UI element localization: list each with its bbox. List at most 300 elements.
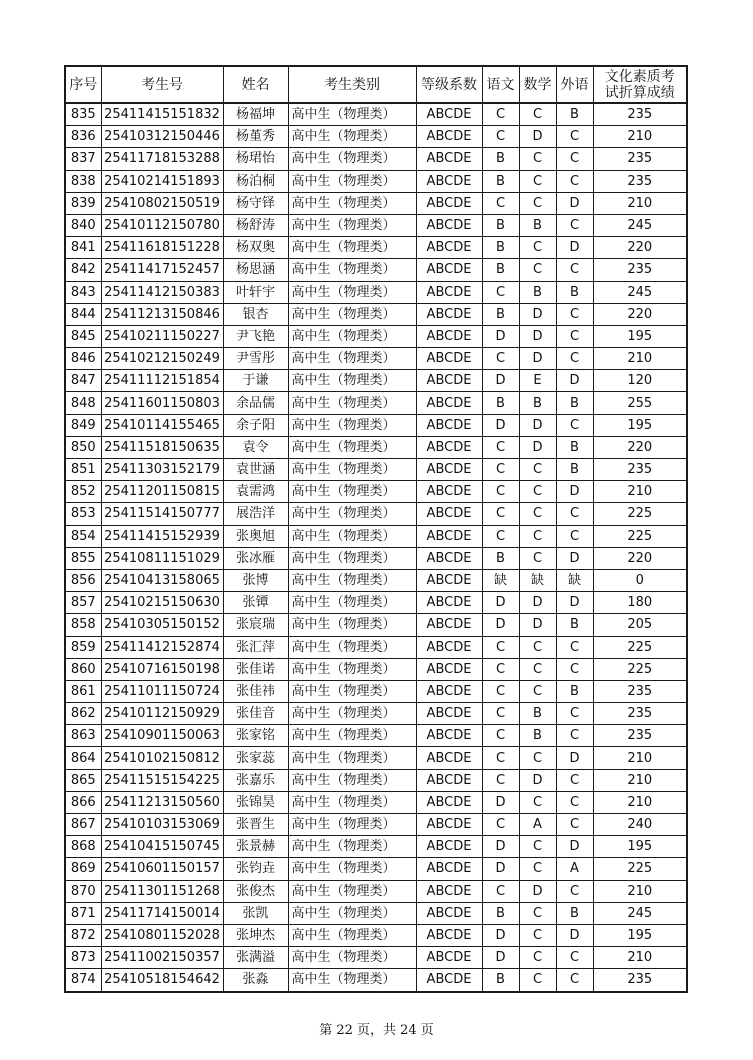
cell-math: D (519, 614, 556, 636)
cell-score: 245 (593, 214, 687, 236)
cell-math: 缺 (519, 569, 556, 591)
table-row (65, 370, 687, 392)
cell-seq: 847 (65, 370, 101, 392)
cell-seq: 845 (65, 325, 101, 347)
cell-chinese: B (482, 259, 519, 281)
cell-seq: 859 (65, 636, 101, 658)
cell-name: 杨福坤 (223, 103, 288, 126)
table-row (65, 658, 687, 680)
cell-name: 杨堇秀 (223, 126, 288, 148)
cell-category: 高中生（物理类） (288, 148, 416, 170)
cell-seq: 855 (65, 547, 101, 569)
cell-foreign: B (556, 103, 593, 126)
cell-seq: 863 (65, 725, 101, 747)
cell-exam-no: 25411601150803 (101, 392, 223, 414)
cell-foreign: B (556, 902, 593, 924)
page-number-text: 第 22 页，共 24 页 (319, 1023, 434, 1038)
cell-grade-factor: ABCDE (416, 703, 482, 725)
cell-exam-no: 25411714150014 (101, 902, 223, 924)
cell-foreign: D (556, 836, 593, 858)
cell-grade-factor: ABCDE (416, 237, 482, 259)
cell-exam-no: 25411201150815 (101, 481, 223, 503)
cell-grade-factor: ABCDE (416, 170, 482, 192)
cell-exam-no: 25410518154642 (101, 969, 223, 992)
cell-score: 180 (593, 592, 687, 614)
cell-score: 210 (593, 747, 687, 769)
table-row (65, 459, 687, 481)
cell-score: 195 (593, 924, 687, 946)
cell-name: 张博 (223, 569, 288, 591)
cell-chinese: B (482, 214, 519, 236)
cell-foreign: C (556, 503, 593, 525)
cell-chinese: B (482, 392, 519, 414)
cell-category: 高中生（物理类） (288, 459, 416, 481)
cell-chinese: B (482, 969, 519, 992)
cell-score: 235 (593, 725, 687, 747)
cell-foreign: D (556, 592, 593, 614)
cell-score: 235 (593, 969, 687, 992)
cell-name: 张家蕊 (223, 747, 288, 769)
cell-exam-no: 25410901150063 (101, 725, 223, 747)
cell-name: 张钧垚 (223, 858, 288, 880)
cell-grade-factor: ABCDE (416, 214, 482, 236)
cell-foreign: C (556, 303, 593, 325)
cell-seq: 861 (65, 680, 101, 702)
cell-exam-no: 25411412150383 (101, 281, 223, 303)
cell-math: C (519, 658, 556, 680)
cell-score: 220 (593, 547, 687, 569)
cell-category: 高中生（物理类） (288, 547, 416, 569)
cell-foreign: B (556, 614, 593, 636)
cell-exam-no: 25410114155465 (101, 414, 223, 436)
cell-category: 高中生（物理类） (288, 902, 416, 924)
cell-name: 张汇萍 (223, 636, 288, 658)
cell-category: 高中生（物理类） (288, 170, 416, 192)
cell-score: 220 (593, 237, 687, 259)
cell-seq: 871 (65, 902, 101, 924)
cell-seq: 865 (65, 769, 101, 791)
cell-name: 张满溢 (223, 947, 288, 969)
cell-foreign: D (556, 481, 593, 503)
cell-chinese: C (482, 459, 519, 481)
cell-grade-factor: ABCDE (416, 303, 482, 325)
cell-foreign: C (556, 148, 593, 170)
cell-foreign: C (556, 725, 593, 747)
cell-foreign: C (556, 703, 593, 725)
cell-score: 220 (593, 436, 687, 458)
cell-category: 高中生（物理类） (288, 725, 416, 747)
cell-seq: 874 (65, 969, 101, 992)
cell-math: D (519, 436, 556, 458)
cell-foreign: C (556, 658, 593, 680)
cell-math: B (519, 392, 556, 414)
cell-name: 袁令 (223, 436, 288, 458)
cell-math: D (519, 592, 556, 614)
table-row (65, 192, 687, 214)
cell-foreign: C (556, 814, 593, 836)
cell-score: 210 (593, 880, 687, 902)
cell-grade-factor: ABCDE (416, 614, 482, 636)
table-row (65, 725, 687, 747)
cell-name: 张冰雁 (223, 547, 288, 569)
cell-category: 高中生（物理类） (288, 525, 416, 547)
cell-seq: 867 (65, 814, 101, 836)
cell-name: 余子阳 (223, 414, 288, 436)
table-row (65, 614, 687, 636)
cell-category: 高中生（物理类） (288, 791, 416, 813)
cell-exam-no: 25410716150198 (101, 658, 223, 680)
cell-math: C (519, 636, 556, 658)
cell-seq: 868 (65, 836, 101, 858)
cell-score: 210 (593, 769, 687, 791)
cell-grade-factor: ABCDE (416, 126, 482, 148)
cell-name: 张俊杰 (223, 880, 288, 902)
header-exam-no: 考生号 (101, 66, 223, 103)
cell-category: 高中生（物理类） (288, 348, 416, 370)
cell-exam-no: 25410112150780 (101, 214, 223, 236)
cell-seq: 869 (65, 858, 101, 880)
cell-seq: 849 (65, 414, 101, 436)
header-category: 考生类别 (288, 66, 416, 103)
cell-foreign: D (556, 237, 593, 259)
cell-grade-factor: ABCDE (416, 392, 482, 414)
cell-grade-factor: ABCDE (416, 481, 482, 503)
cell-name: 张镡 (223, 592, 288, 614)
cell-score: 120 (593, 370, 687, 392)
cell-score: 225 (593, 503, 687, 525)
cell-exam-no: 25411415151832 (101, 103, 223, 126)
cell-foreign: D (556, 924, 593, 946)
cell-seq: 844 (65, 303, 101, 325)
table-row (65, 126, 687, 148)
cell-math: C (519, 503, 556, 525)
cell-name: 张奥旭 (223, 525, 288, 547)
cell-score: 0 (593, 569, 687, 591)
table-row (65, 481, 687, 503)
cell-exam-no: 25410102150812 (101, 747, 223, 769)
cell-chinese: C (482, 703, 519, 725)
cell-score: 235 (593, 259, 687, 281)
table-row (65, 924, 687, 946)
cell-score: 195 (593, 325, 687, 347)
cell-name: 展浩洋 (223, 503, 288, 525)
cell-grade-factor: ABCDE (416, 902, 482, 924)
cell-foreign: B (556, 680, 593, 702)
cell-foreign: C (556, 947, 593, 969)
cell-category: 高中生（物理类） (288, 281, 416, 303)
cell-math: C (519, 969, 556, 992)
cell-chinese: 缺 (482, 569, 519, 591)
header-grade-factor: 等级系数 (416, 66, 482, 103)
cell-exam-no: 25410415150745 (101, 836, 223, 858)
cell-category: 高中生（物理类） (288, 614, 416, 636)
cell-exam-no: 25410601150157 (101, 858, 223, 880)
cell-foreign: C (556, 414, 593, 436)
cell-math: C (519, 680, 556, 702)
cell-grade-factor: ABCDE (416, 503, 482, 525)
cell-seq: 853 (65, 503, 101, 525)
cell-math: C (519, 259, 556, 281)
cell-exam-no: 25411011150724 (101, 680, 223, 702)
cell-math: C (519, 924, 556, 946)
cell-chinese: C (482, 192, 519, 214)
cell-math: C (519, 459, 556, 481)
header-foreign: 外语 (556, 66, 593, 103)
cell-exam-no: 25411213150846 (101, 303, 223, 325)
cell-chinese: C (482, 481, 519, 503)
cell-score: 240 (593, 814, 687, 836)
cell-math: D (519, 303, 556, 325)
table-row (65, 259, 687, 281)
cell-category: 高中生（物理类） (288, 392, 416, 414)
cell-exam-no: 25411112151854 (101, 370, 223, 392)
cell-exam-no: 25411412152874 (101, 636, 223, 658)
table-row (65, 547, 687, 569)
cell-score: 225 (593, 525, 687, 547)
cell-seq: 843 (65, 281, 101, 303)
table-row (65, 525, 687, 547)
cell-chinese: C (482, 680, 519, 702)
cell-exam-no: 25410312150446 (101, 126, 223, 148)
cell-chinese: D (482, 325, 519, 347)
cell-math: C (519, 747, 556, 769)
cell-seq: 850 (65, 436, 101, 458)
cell-chinese: D (482, 370, 519, 392)
cell-foreign: C (556, 325, 593, 347)
cell-grade-factor: ABCDE (416, 547, 482, 569)
cell-score: 225 (593, 636, 687, 658)
cell-chinese: C (482, 436, 519, 458)
cell-seq: 838 (65, 170, 101, 192)
cell-seq: 860 (65, 658, 101, 680)
cell-exam-no: 25410212150249 (101, 348, 223, 370)
cell-exam-no: 25411213150560 (101, 791, 223, 813)
cell-chinese: C (482, 747, 519, 769)
cell-category: 高中生（物理类） (288, 303, 416, 325)
cell-name: 张宸瑞 (223, 614, 288, 636)
cell-grade-factor: ABCDE (416, 592, 482, 614)
cell-math: C (519, 547, 556, 569)
cell-foreign: B (556, 281, 593, 303)
cell-foreign: C (556, 525, 593, 547)
table-row (65, 170, 687, 192)
table-row (65, 148, 687, 170)
cell-exam-no: 25411417152457 (101, 259, 223, 281)
cell-name: 杨双奥 (223, 237, 288, 259)
cell-math: D (519, 348, 556, 370)
cell-exam-no: 25411618151228 (101, 237, 223, 259)
cell-math: C (519, 148, 556, 170)
cell-seq: 846 (65, 348, 101, 370)
cell-math: B (519, 281, 556, 303)
table-row (65, 592, 687, 614)
cell-exam-no: 25411415152939 (101, 525, 223, 547)
cell-name: 张景赫 (223, 836, 288, 858)
cell-score: 235 (593, 703, 687, 725)
cell-name: 袁需鸿 (223, 481, 288, 503)
cell-chinese: D (482, 614, 519, 636)
cell-name: 余品儒 (223, 392, 288, 414)
cell-score: 205 (593, 614, 687, 636)
cell-name: 杨珺怡 (223, 148, 288, 170)
cell-name: 杨守铎 (223, 192, 288, 214)
cell-foreign: C (556, 214, 593, 236)
table-row (65, 569, 687, 591)
cell-foreign: B (556, 459, 593, 481)
cell-seq: 848 (65, 392, 101, 414)
cell-score: 235 (593, 148, 687, 170)
table-row (65, 636, 687, 658)
cell-chinese: D (482, 592, 519, 614)
cell-category: 高中生（物理类） (288, 569, 416, 591)
cell-score: 225 (593, 658, 687, 680)
cell-category: 高中生（物理类） (288, 103, 416, 126)
cell-math: D (519, 414, 556, 436)
header-score-line1: 文化素质考 (604, 68, 675, 85)
table-row (65, 680, 687, 702)
cell-name: 尹雪彤 (223, 348, 288, 370)
cell-category: 高中生（物理类） (288, 814, 416, 836)
cell-score: 210 (593, 348, 687, 370)
cell-math: C (519, 237, 556, 259)
table-row (65, 436, 687, 458)
cell-math: B (519, 214, 556, 236)
cell-grade-factor: ABCDE (416, 103, 482, 126)
cell-score: 235 (593, 170, 687, 192)
cell-math: D (519, 126, 556, 148)
cell-math: C (519, 192, 556, 214)
cell-grade-factor: ABCDE (416, 370, 482, 392)
cell-grade-factor: ABCDE (416, 325, 482, 347)
cell-score: 195 (593, 414, 687, 436)
cell-chinese: D (482, 924, 519, 946)
cell-grade-factor: ABCDE (416, 569, 482, 591)
cell-category: 高中生（物理类） (288, 680, 416, 702)
cell-chinese: D (482, 858, 519, 880)
cell-math: E (519, 370, 556, 392)
cell-foreign: C (556, 126, 593, 148)
cell-name: 张锦昊 (223, 791, 288, 813)
cell-math: C (519, 791, 556, 813)
cell-name: 张晋生 (223, 814, 288, 836)
cell-category: 高中生（物理类） (288, 703, 416, 725)
cell-exam-no: 25410801152028 (101, 924, 223, 946)
table-row (65, 703, 687, 725)
cell-chinese: D (482, 836, 519, 858)
table-row (65, 303, 687, 325)
cell-name: 叶轩宇 (223, 281, 288, 303)
cell-chinese: C (482, 636, 519, 658)
cell-score: 235 (593, 103, 687, 126)
cell-score: 210 (593, 791, 687, 813)
table-row (65, 237, 687, 259)
table-row (65, 969, 687, 992)
cell-grade-factor: ABCDE (416, 791, 482, 813)
table-row (65, 947, 687, 969)
cell-exam-no: 25411002150357 (101, 947, 223, 969)
cell-exam-no: 25410211150227 (101, 325, 223, 347)
cell-grade-factor: ABCDE (416, 858, 482, 880)
table-row (65, 214, 687, 236)
cell-grade-factor: ABCDE (416, 636, 482, 658)
cell-exam-no: 25410214151893 (101, 170, 223, 192)
cell-foreign: D (556, 747, 593, 769)
cell-chinese: B (482, 547, 519, 569)
cell-math: A (519, 814, 556, 836)
cell-name: 张淼 (223, 969, 288, 992)
table-row (65, 880, 687, 902)
cell-seq: 870 (65, 880, 101, 902)
cell-exam-no: 25411514150777 (101, 503, 223, 525)
table-row (65, 281, 687, 303)
cell-foreign: C (556, 769, 593, 791)
cell-name: 袁世涵 (223, 459, 288, 481)
cell-chinese: C (482, 814, 519, 836)
cell-grade-factor: ABCDE (416, 658, 482, 680)
cell-grade-factor: ABCDE (416, 281, 482, 303)
cell-chinese: B (482, 237, 519, 259)
cell-category: 高中生（物理类） (288, 370, 416, 392)
cell-chinese: C (482, 103, 519, 126)
cell-exam-no: 25411518150635 (101, 436, 223, 458)
cell-chinese: C (482, 348, 519, 370)
cell-foreign: C (556, 791, 593, 813)
cell-score: 225 (593, 858, 687, 880)
cell-math: B (519, 703, 556, 725)
cell-foreign: C (556, 969, 593, 992)
header-score (593, 66, 687, 103)
header-seq: 序号 (65, 66, 101, 103)
header-row (65, 66, 687, 103)
cell-category: 高中生（物理类） (288, 836, 416, 858)
cell-chinese: C (482, 880, 519, 902)
cell-score: 195 (593, 836, 687, 858)
cell-math: C (519, 170, 556, 192)
cell-score: 210 (593, 126, 687, 148)
cell-grade-factor: ABCDE (416, 436, 482, 458)
cell-category: 高中生（物理类） (288, 880, 416, 902)
cell-grade-factor: ABCDE (416, 725, 482, 747)
cell-seq: 836 (65, 126, 101, 148)
cell-exam-no: 25411301151268 (101, 880, 223, 902)
cell-grade-factor: ABCDE (416, 969, 482, 992)
cell-math: D (519, 325, 556, 347)
table-row (65, 414, 687, 436)
cell-seq: 873 (65, 947, 101, 969)
cell-chinese: C (482, 126, 519, 148)
cell-foreign: C (556, 259, 593, 281)
cell-foreign: C (556, 348, 593, 370)
cell-foreign: C (556, 170, 593, 192)
cell-score: 235 (593, 680, 687, 702)
cell-name: 张凯 (223, 902, 288, 924)
table-row (65, 769, 687, 791)
cell-math: C (519, 103, 556, 126)
cell-category: 高中生（物理类） (288, 259, 416, 281)
cell-category: 高中生（物理类） (288, 414, 416, 436)
score-table (64, 65, 688, 993)
cell-grade-factor: ABCDE (416, 747, 482, 769)
cell-math: C (519, 836, 556, 858)
cell-foreign: B (556, 436, 593, 458)
cell-chinese: D (482, 947, 519, 969)
cell-seq: 835 (65, 103, 101, 126)
table-row (65, 325, 687, 347)
cell-foreign: C (556, 636, 593, 658)
cell-name: 张家铭 (223, 725, 288, 747)
cell-category: 高中生（物理类） (288, 503, 416, 525)
cell-exam-no: 25410112150929 (101, 703, 223, 725)
